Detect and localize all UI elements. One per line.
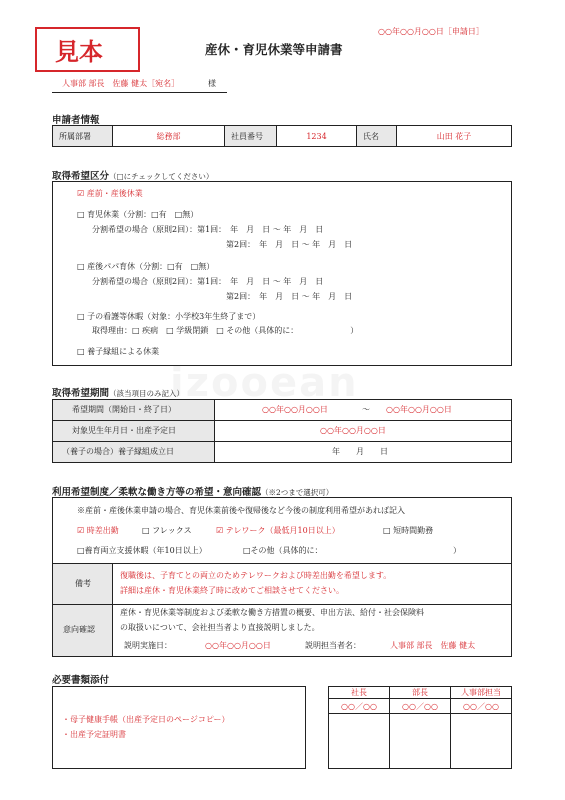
period-row1-start[interactable]: ○○年○○月○○日 <box>262 405 328 414</box>
apply-date-value: ○○年○○月○○日 <box>378 27 444 36</box>
period-row-divider-2 <box>53 441 511 442</box>
childcare-split-1: 分割希望の場合（原則2回）：第1回： 年 月 日 ～ 年 月 日 <box>92 225 324 234</box>
docs-box <box>52 686 306 769</box>
flex-divider-2 <box>53 604 511 605</box>
apply-date-tag: ［申請日］ <box>443 27 484 36</box>
name-value: 山田 花子 <box>436 131 472 141</box>
apply-date <box>378 28 484 36</box>
addressee-name: 人事部 部長 佐藤 健太［宛名］ <box>62 79 180 88</box>
flex-intro: ※産前・産後休業申請の場合、育児休業前後や復帰後など今後の制度利用希望があれば記入 <box>77 506 405 515</box>
id-value-cell <box>277 126 357 146</box>
flex-opt-support-leave[interactable]: □養育両立支援休暇（年10日以上） <box>77 546 207 555</box>
sample-stamp <box>35 27 140 72</box>
approval-mark-manager[interactable] <box>390 699 450 713</box>
docs-item-2: ・出産予定証明書 <box>62 730 126 739</box>
id-label: 社員番号 <box>231 131 263 141</box>
flex-opt-flextime[interactable]: □ フレックス <box>142 526 192 535</box>
approval-col-president <box>329 687 389 698</box>
name-value-cell <box>397 126 511 146</box>
approval-mark-hr[interactable] <box>451 699 511 713</box>
explainer-name[interactable]: 人事部 部長 佐藤 健太 <box>390 641 476 650</box>
id-label-cell <box>225 126 277 146</box>
name-label: 氏名 <box>363 131 379 141</box>
period-row1-end[interactable]: ○○年○○月○○日 <box>386 405 452 414</box>
papa-split-2: 第2回： 年 月 日 ～ 年 月 日 <box>226 292 353 301</box>
remarks-label: 備考 <box>75 579 91 588</box>
approval-mark-president[interactable] <box>329 699 389 713</box>
period-row2-value[interactable]: ○○年○○月○○日 <box>320 426 386 435</box>
period-row1-sep: ～ <box>362 405 370 414</box>
childcare-option[interactable]: □ 育児休業（分割：□有 □無） <box>77 210 199 219</box>
flex-heading-sub: （※2つまで選択可） <box>261 488 334 497</box>
approval-col-manager-label: 部長 <box>412 688 428 697</box>
dept-label: 所属部署 <box>59 131 91 141</box>
docs-item-1: ・母子健康手帳（出産予定日のページコピー） <box>62 715 230 724</box>
applicant-heading: 申請者情報 <box>52 115 100 126</box>
name-label-cell <box>357 126 397 146</box>
approval-col-president-label: 社長 <box>351 688 367 697</box>
period-row2-label: 対象児生年月日・出産予定日 <box>72 426 176 435</box>
flex-opt-shorthours[interactable]: □ 短時間勤務 <box>383 526 434 535</box>
approval-col-manager <box>390 687 450 698</box>
period-row-divider-1 <box>53 420 511 421</box>
papa-option[interactable]: □ 産後パパ育休（分割：□有 □無） <box>77 262 215 271</box>
addressee-honorific: 様 <box>208 79 216 88</box>
flex-opt-staggered[interactable]: ☑ 時差出勤 <box>77 526 119 535</box>
approval-mark-hr-value: ○○／○○ <box>463 701 499 711</box>
id-value: 1234 <box>306 131 327 141</box>
flex-divider-1 <box>53 563 511 564</box>
leave-type-heading-text: 取得希望区分 <box>52 171 110 182</box>
dept-value: 総務部 <box>156 131 181 141</box>
page-title: 産休・育児休業等申請書 <box>205 42 343 57</box>
approval-col-hr-label: 人事部担当 <box>461 688 501 697</box>
approval-mark-divider <box>329 713 511 714</box>
adoption-option[interactable]: □ 養子縁組による休業 <box>77 347 160 356</box>
flex-heading-text: 利用希望制度／柔軟な働き方等の希望・意向確認 <box>52 487 262 498</box>
remarks-line-2: 詳細は産休・育児休業終了時に改めてご相談させてください。 <box>120 586 344 595</box>
sample-stamp-text: 見本 <box>55 38 103 66</box>
confirm-line-2: の取扱いについて、会社担当者より直接説明しました。 <box>120 623 320 632</box>
period-row1-label: 希望期間（開始日・終了日） <box>72 405 176 414</box>
period-row3-label: （養子の場合）養子縁組成立日 <box>62 447 174 456</box>
docs-heading: 必要書類添付 <box>52 675 110 686</box>
dept-value-cell <box>113 126 225 146</box>
leave-type-box <box>52 181 512 366</box>
leave-type-heading-sub: （□にチェックしてください） <box>109 172 214 181</box>
confirm-line-1: 産休・育児休業等制度および柔軟な働き方措置の概要、申出方法、給付・社会保険料 <box>120 608 424 617</box>
flex-opt-other[interactable]: □その他（具体的に： <box>243 546 323 555</box>
addressee-underline <box>52 92 227 93</box>
maternity-option[interactable]: ☑ 産前・産後休業 <box>77 189 143 198</box>
dept-label-cell <box>53 126 113 146</box>
approval-mark-president-value: ○○／○○ <box>341 701 377 711</box>
flex-opt-telework[interactable]: ☑ テレワーク（最低月10日以上） <box>216 526 340 535</box>
papa-split-1: 分割希望の場合（原則2回）：第1回： 年 月 日 ～ 年 月 日 <box>92 277 324 286</box>
explain-date-label: 説明実施日： <box>124 641 172 650</box>
flex-opt-other-close: ） <box>453 546 461 555</box>
period-row3-value[interactable]: 年 月 日 <box>332 447 388 456</box>
period-heading-text: 取得希望期間 <box>52 388 110 399</box>
confirm-label: 意向確認 <box>63 625 95 634</box>
approval-col-hr <box>451 687 511 698</box>
period-heading <box>52 385 184 399</box>
childcare-split-2: 第2回： 年 月 日 ～ 年 月 日 <box>226 240 353 249</box>
explainer-label: 説明担当者名： <box>305 641 361 650</box>
nursing-reason[interactable]: 取得理由：□ 疾病 □ 学級閉鎖 □ その他（具体的に： ） <box>92 326 359 335</box>
nursing-option[interactable]: □ 子の看護等休暇（対象：小学校3年生終了まで） <box>77 312 261 321</box>
flex-heading <box>52 484 333 498</box>
remarks-line-1: 復職後は、子育てとの両立のためテレワークおよび時差出勤を希望します。 <box>120 571 392 580</box>
period-heading-sub: （該当項目のみ記入） <box>109 389 185 398</box>
approval-mark-manager-value: ○○／○○ <box>402 701 438 711</box>
explain-date[interactable]: ○○年○○月○○日 <box>205 641 271 650</box>
leave-type-heading <box>52 168 213 182</box>
